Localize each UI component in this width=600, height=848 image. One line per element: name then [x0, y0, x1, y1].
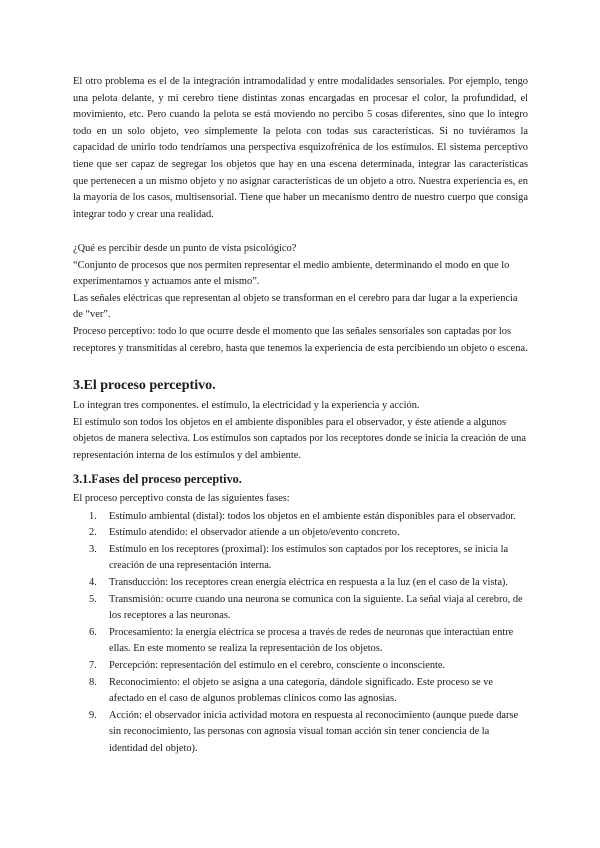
- list-text: Reconocimiento: el objeto se asigna a una categoría, dándole significado. Este proceso se ve afectado en el caso de algunos problemas clínicos como las agnosias.: [109, 676, 494, 705]
- list-text: Estímulo atendido: el observador atiende a un objeto/evento concreto.: [109, 527, 400, 539]
- perception-definition-section: [73, 241, 528, 357]
- perceptive-process-paragraph: Proceso perceptivo: todo lo que ocurre desde el momento que las señales sensoriales son captadas por los receptores y transmitidas al cerebro, hasta que tenemos la experiencia de esta percibiendo un objeto o escena.: [73, 325, 528, 354]
- list-number: 5.: [89, 593, 97, 605]
- list-item: [73, 575, 528, 592]
- signals-paragraph: Las señales eléctricas que representan al objeto se transforman en el cerebro para dar lugar a la experiencia de “ver”.: [73, 292, 518, 321]
- list-text: Percepción: representación del estímulo en el cerebro, consciente o inconsciente.: [109, 659, 446, 671]
- intro-section: [73, 74, 528, 223]
- definition-quote: “Conjunto de procesos que nos permiten representar el medio ambiente, determinando el modo en que lo experimentamos y actuamos ante el mismo”.: [73, 259, 510, 288]
- list-text: Acción: el observador inicia actividad motora en respuesta al reconocimiento (aunque puede darse sin reconocimiento, las personas con agnosia visual toman acción sin tener conciencia de la identidad del objeto).: [109, 709, 519, 754]
- list-number: 7.: [89, 659, 97, 671]
- list-number: 9.: [89, 709, 97, 721]
- phases-list: [73, 509, 528, 758]
- list-item: [73, 658, 528, 675]
- list-number: 3.: [89, 543, 97, 555]
- section-3-1-body: [73, 491, 528, 758]
- list-number: 1.: [89, 510, 97, 522]
- list-number: 6.: [89, 626, 97, 638]
- phases-intro: El proceso perceptivo consta de las siguientes fases:: [73, 493, 290, 504]
- list-number: 8.: [89, 676, 97, 688]
- list-text: Transducción: los receptores crean energía eléctrica en respuesta a la luz (en el caso de la vista).: [109, 576, 508, 588]
- list-number: 4.: [89, 576, 97, 588]
- list-text: Estímulo en los receptores (proximal): los estímulos son captados por los receptores, se inicia la creación de una representación interna.: [109, 543, 509, 572]
- stimulus-paragraph: El estímulo son todos los objetos en el ambiente disponibles para el observador, y éste atiende a algunos objetos de manera selectiva. Los estímulos son captados por los receptores donde se inicia la creación de una representación interna de los estímulos y del ambiente.: [73, 416, 526, 461]
- list-text: Transmisión: ocurre cuando una neurona se comunica con la siguiente. La señal viaja al cerebro, de los receptores a las neuronas.: [109, 593, 523, 622]
- section-3-body: [73, 398, 528, 464]
- section-3-1-heading: 3.1.Fases del proceso perceptivo.: [73, 472, 242, 486]
- list-item: [73, 525, 528, 542]
- list-item: [73, 675, 528, 708]
- list-item: [73, 542, 528, 575]
- list-text: Estímulo ambiental (distal): todos los objetos en el ambiente están disponibles para el observador.: [109, 510, 516, 522]
- list-item: [73, 708, 528, 758]
- list-item: [73, 625, 528, 658]
- section-3-heading: 3.El proceso perceptivo.: [73, 378, 216, 393]
- intro-paragraph: El otro problema es el de la integración intramodalidad y entre modalidades sensoriales. Por ejemplo, tengo una pelota delante, y mi cerebro tiene distintas zonas encargadas en procesar el color, la profundidad, el movimiento, etc. Pero cuando la pelota se está moviendo no percibo 5 cosas diferentes, sino que lo integro todo en un solo objeto, veo simplemente la pelota con todas sus características. Si no tuviéramos la capacidad de unirlo todo tendríamos una perspectiva esquizofrénica de los estímulos. El sistema perceptivo tiene que ser capaz de segregar los objetos que hay en una escena determinada, integrar las características que pertenecen a un mismo objeto y no asignar características de un objeto a otro. Nuestra experiencia es, en la mayoría de los casos, multisensorial. Tiene que haber un mecanismo dentro de nuestro cuerpo que consiga integrar todo y crear una realidad.: [73, 76, 528, 220]
- components-paragraph: Lo integran tres componentes. el estímulo, la electricidad y la experiencia y acción.: [73, 400, 420, 411]
- question-line: ¿Qué es percibir desde un punto de vista psicológico?: [73, 243, 297, 254]
- list-number: 2.: [89, 527, 97, 539]
- list-item: [73, 592, 528, 625]
- list-text: Procesamiento: la energía eléctrica se procesa a través de redes de neuronas que interactúan entre ellas. En este momento se realiza la representación de los objetos.: [109, 626, 514, 655]
- list-item: [73, 509, 528, 526]
